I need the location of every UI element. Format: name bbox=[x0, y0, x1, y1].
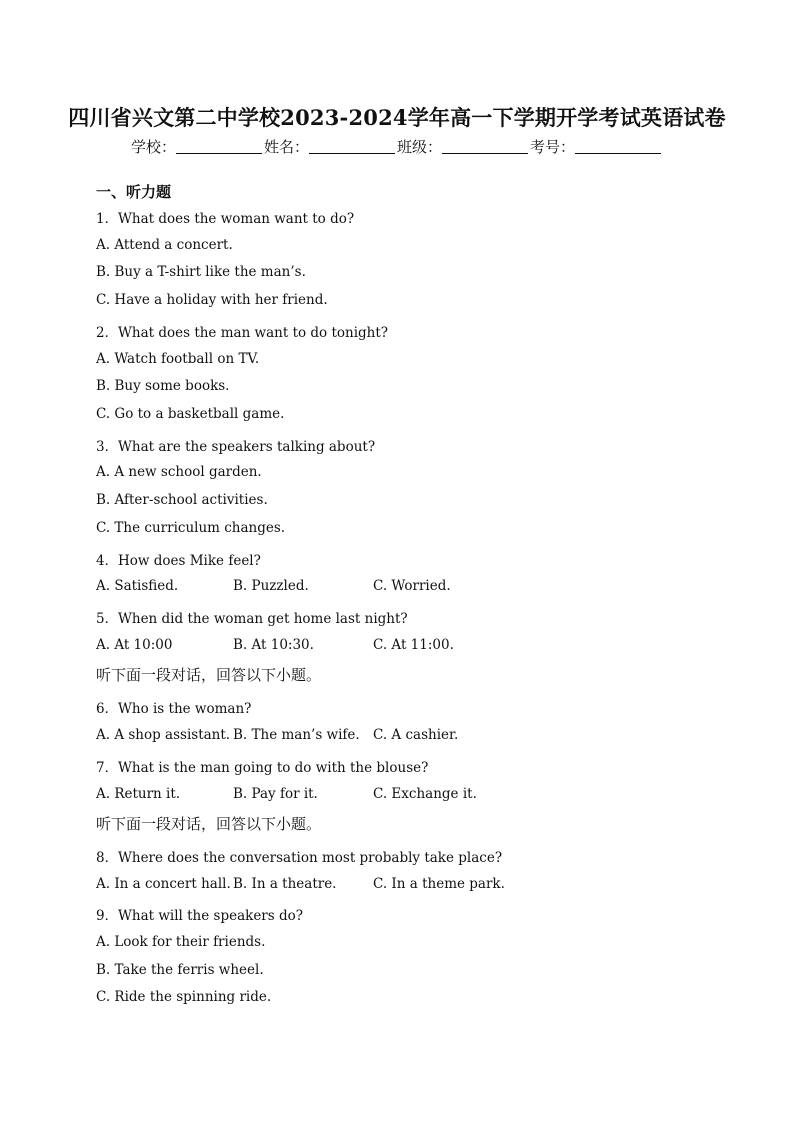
option-b: B. Puzzled. bbox=[233, 578, 309, 594]
option-c: C. Go to a basketball game. bbox=[96, 406, 285, 422]
question-number: 5． bbox=[96, 611, 119, 627]
class-label: 班级： bbox=[397, 138, 443, 156]
question-number: 3． bbox=[96, 439, 119, 455]
question-4 bbox=[96, 549, 261, 569]
question-text: How does Mike feel? bbox=[118, 553, 261, 569]
name-label: 姓名： bbox=[263, 138, 309, 156]
option-c: C. A cashier. bbox=[373, 727, 459, 743]
option-c: C. Exchange it. bbox=[373, 786, 477, 802]
exam-title: 四川省兴文第二中学校2023-2024学年高一下学期开学考试英语试卷 bbox=[68, 105, 726, 130]
question-number: 9． bbox=[96, 908, 119, 924]
question-text: What are the speakers talking about? bbox=[118, 439, 376, 455]
option-b: B. The man’s wife. bbox=[233, 727, 360, 743]
option-b: B. Pay for it. bbox=[233, 786, 318, 802]
question-1 bbox=[96, 207, 354, 227]
question-3 bbox=[96, 435, 375, 455]
option-b: B. Buy some books. bbox=[96, 378, 230, 394]
listening-instruction: 听下面一段对话，回答以下小题。 bbox=[96, 815, 322, 833]
option-a: A. A shop assistant. bbox=[96, 727, 231, 743]
option-c: C. At 11:00. bbox=[373, 637, 454, 653]
question-text: Where does the conversation most probably take place? bbox=[118, 850, 503, 866]
question-number: 8． bbox=[96, 850, 119, 866]
question-6 bbox=[96, 697, 251, 717]
name-blank bbox=[309, 139, 395, 154]
number-label: 考号： bbox=[530, 138, 576, 156]
option-b: B. After-school activities. bbox=[96, 492, 268, 508]
listening-instruction: 听下面一段对话，回答以下小题。 bbox=[96, 666, 322, 684]
question-number: 1． bbox=[96, 211, 119, 227]
question-number: 4． bbox=[96, 553, 119, 569]
option-b: B. At 10:30. bbox=[233, 637, 314, 653]
option-a: A. At 10:00 bbox=[96, 637, 173, 653]
school-label: 学校： bbox=[130, 138, 176, 156]
number-blank bbox=[575, 139, 661, 154]
question-text: When did the woman get home last night? bbox=[118, 611, 408, 627]
question-9 bbox=[96, 904, 303, 924]
option-c: C. The curriculum changes. bbox=[96, 520, 286, 536]
option-c: C. Worried. bbox=[373, 578, 451, 594]
question-text: What does the man want to do tonight? bbox=[118, 325, 389, 341]
class-blank bbox=[442, 139, 528, 154]
question-5 bbox=[96, 607, 408, 627]
question-text: What is the man going to do with the blouse? bbox=[118, 760, 429, 776]
question-number: 2． bbox=[96, 325, 119, 341]
question-text: What does the woman want to do? bbox=[118, 211, 355, 227]
question-number: 6． bbox=[96, 701, 119, 717]
question-number: 7． bbox=[96, 760, 119, 776]
option-b: B. In a theatre. bbox=[233, 876, 337, 892]
question-text: What will the speakers do? bbox=[118, 908, 303, 924]
section-heading-listening: 一、听力题 bbox=[96, 183, 172, 201]
option-b: B. Buy a T-shirt like the man’s. bbox=[96, 264, 306, 280]
question-8 bbox=[96, 846, 502, 866]
option-a: A. Satisfied. bbox=[96, 578, 179, 594]
option-b: B. Take the ferris wheel. bbox=[96, 962, 264, 978]
option-c: C. Ride the spinning ride. bbox=[96, 989, 272, 1005]
question-text: Who is the woman? bbox=[118, 701, 252, 717]
option-a: A. Attend a concert. bbox=[96, 237, 233, 253]
option-a: A. Watch football on TV. bbox=[96, 351, 260, 367]
option-c: C. Have a holiday with her friend. bbox=[96, 292, 328, 308]
option-a: A. In a concert hall. bbox=[96, 876, 231, 892]
option-a: A. Return it. bbox=[96, 786, 181, 802]
question-2 bbox=[96, 321, 388, 341]
school-blank bbox=[176, 139, 262, 154]
student-info-line bbox=[0, 136, 794, 157]
question-7 bbox=[96, 756, 428, 776]
option-a: A. A new school garden. bbox=[96, 464, 262, 480]
option-c: C. In a theme park. bbox=[373, 876, 505, 892]
option-a: A. Look for their friends. bbox=[96, 934, 266, 950]
